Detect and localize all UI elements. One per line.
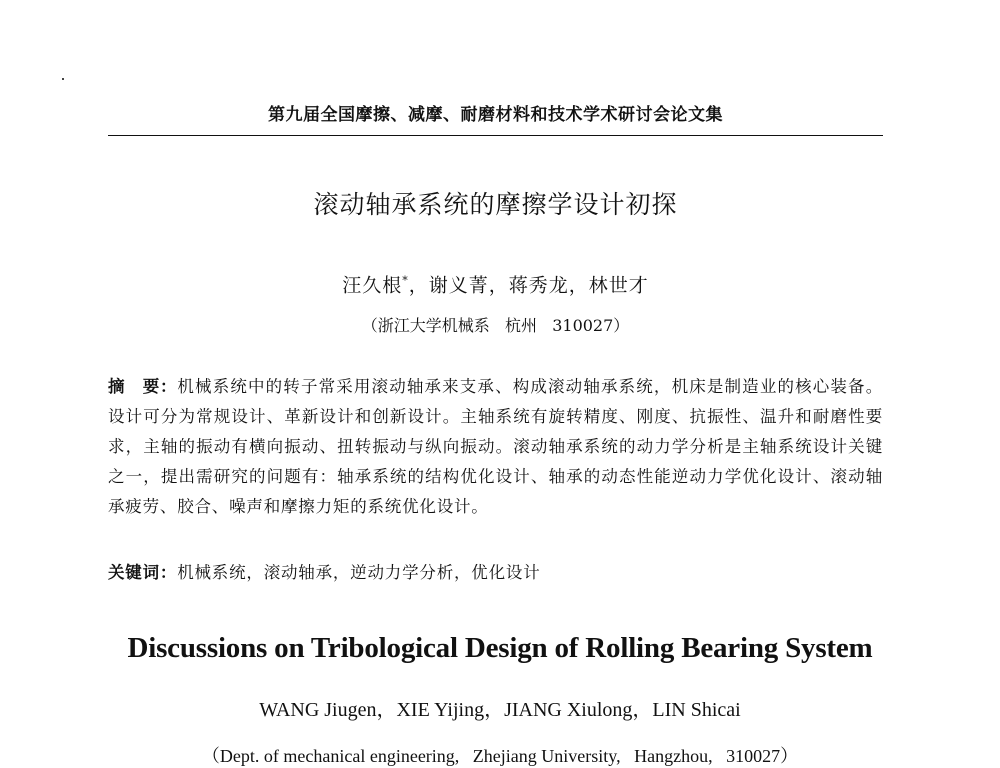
paper-title-en: Discussions on Tribological Design of Rolling Bearing System — [127, 632, 873, 664]
affiliation-cn: （浙江大学机械系 杭州 310027） — [361, 316, 630, 335]
abstract-label: 摘 要： — [108, 377, 178, 396]
first-author-cn: 汪久根 — [342, 274, 403, 297]
abstract-cn — [108, 372, 883, 522]
keywords-label: 关键词： — [108, 563, 178, 582]
affiliation-en: （Dept. of mechanical engineering, Zhejiang University, Hangzhou, 310027） — [201, 746, 799, 766]
paper-title-cn: 滚动轴承系统的摩擦学设计初探 — [313, 190, 678, 219]
authors-en: WANG Jiugen，XIE Yijing，JIANG Xiulong，LIN Shicai — [259, 699, 741, 721]
authors-cn — [108, 268, 883, 298]
abstract-text: 机械系统中的转子常采用滚动轴承来支承、构成滚动轴承系统，机床是制造业的核心装备。设计可分为常规设计、革新设计和创新设计。主轴系统有旋转精度、刚度、抗振性、温升和耐磨性要求，主轴的振动有横向振动、扭转振动与纵向振动。滚动轴承系统的动力学分析是主轴系统设计关键之一，提出需研究的问题有：轴承系统的结构优化设计、轴承的动态性能逆动力学优化设计、滚动轴承疲劳、胶合、噪声和摩擦力矩的系统优化设计。 — [108, 377, 884, 516]
scan-speck — [62, 78, 64, 80]
header-rule — [108, 135, 883, 136]
keywords-text: 机械系统，滚动轴承，逆动力学分析，优化设计 — [177, 563, 541, 582]
coauthors-cn: ，谢义菁，蒋秀龙，林世才 — [408, 274, 649, 297]
corresponding-author-mark: * — [402, 274, 409, 287]
proceedings-header: 第九届全国摩擦、减摩、耐磨材料和技术学术研讨会论文集 — [268, 105, 723, 125]
keywords-cn — [108, 560, 883, 586]
